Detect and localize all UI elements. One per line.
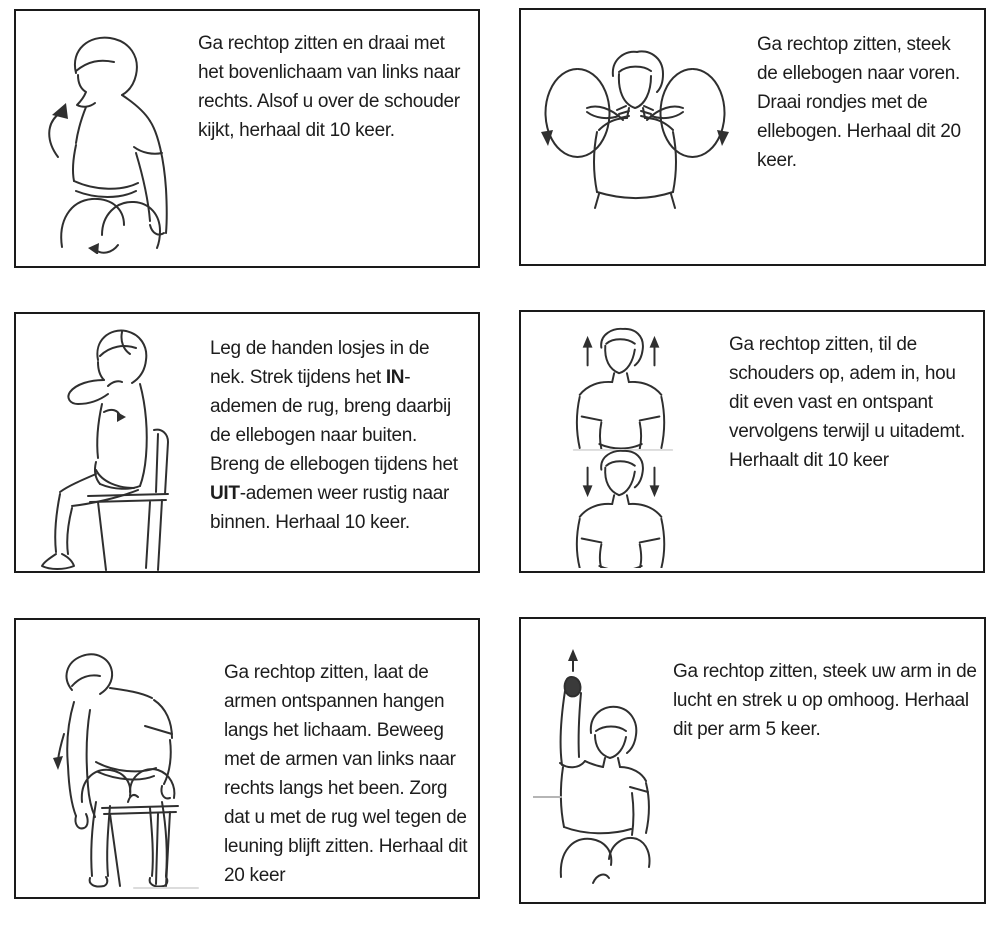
exercise-panel-upper-body-rotation (14, 9, 480, 268)
right-circle-arrow-icon (661, 69, 725, 157)
exercise-panel-elbow-circles (519, 8, 986, 266)
exercise-panel-hands-in-neck (14, 312, 480, 573)
rotation-arrow-icon (49, 113, 60, 157)
seated-hands-behind-neck-drawing (38, 322, 188, 572)
side-bend-illustration (16, 620, 224, 897)
torso-twist-drawing (38, 29, 178, 254)
arm-stretch-illustration (521, 619, 673, 902)
exercise-instructions: Ga rechtop zitten, steek uw arm in de lucht en strek u op omhoog. Herhaal dit per arm 5 keer. (673, 661, 977, 740)
elbow-circles-drawing (535, 46, 735, 211)
exercise-instructions: Leg de handen losjes in de nek. Strek tijdens het IN-ademen de rug, breng daarbij de ellebogen naar buiten. Breng de ellebogen tijdens het UIT-ademen weer rustig naar binnen. Herhaal 10 keer. (210, 338, 458, 533)
exercise-instructions: Ga rechtop zitten, laat de armen ontspannen hangen langs het lichaam. Beweeg met de armen van links naar rechts langs het been. Zorg dat u met de rug wel tegen de leuning blijft zitten. Herhaal dit 20 keer (224, 662, 468, 886)
exercise-instructions: Ga rechtop zitten, steek de ellebogen naar voren. Draai rondjes met de ellebogen. Herhaal dit 20 keer. (757, 34, 961, 171)
exercise-panel-shoulder-raise (519, 310, 985, 573)
down-arrow-icon (58, 734, 64, 760)
exercise-panel-side-bend (14, 618, 480, 899)
exercise-panel-arm-stretch (519, 617, 986, 904)
shoulder-raise-lower-drawing (569, 326, 677, 568)
fist (565, 677, 581, 696)
exercise-instructions: Ga rechtop zitten en draai met het bovenlichaam van links naar rechts. Alsof u over de schouder kijkt, herhaal dit 10 keer. (198, 33, 461, 141)
arm-stretch-up-drawing (533, 647, 663, 887)
elbow-circles-illustration (521, 10, 757, 264)
hands-behind-neck-illustration (16, 314, 210, 571)
torso-twist-illustration (16, 11, 198, 266)
shoulder-raise-lower-illustration (521, 312, 729, 571)
pelvis-arrow-icon (96, 245, 118, 253)
seated-side-bend-drawing (48, 650, 213, 890)
exercise-instructions: Ga rechtop zitten, til de schouders op, adem in, hou dit even vast en ontspant vervolgens terwijl u uitademt. Herhaalt dit 10 keer (729, 334, 965, 471)
left-circle-arrow-icon (546, 69, 610, 157)
